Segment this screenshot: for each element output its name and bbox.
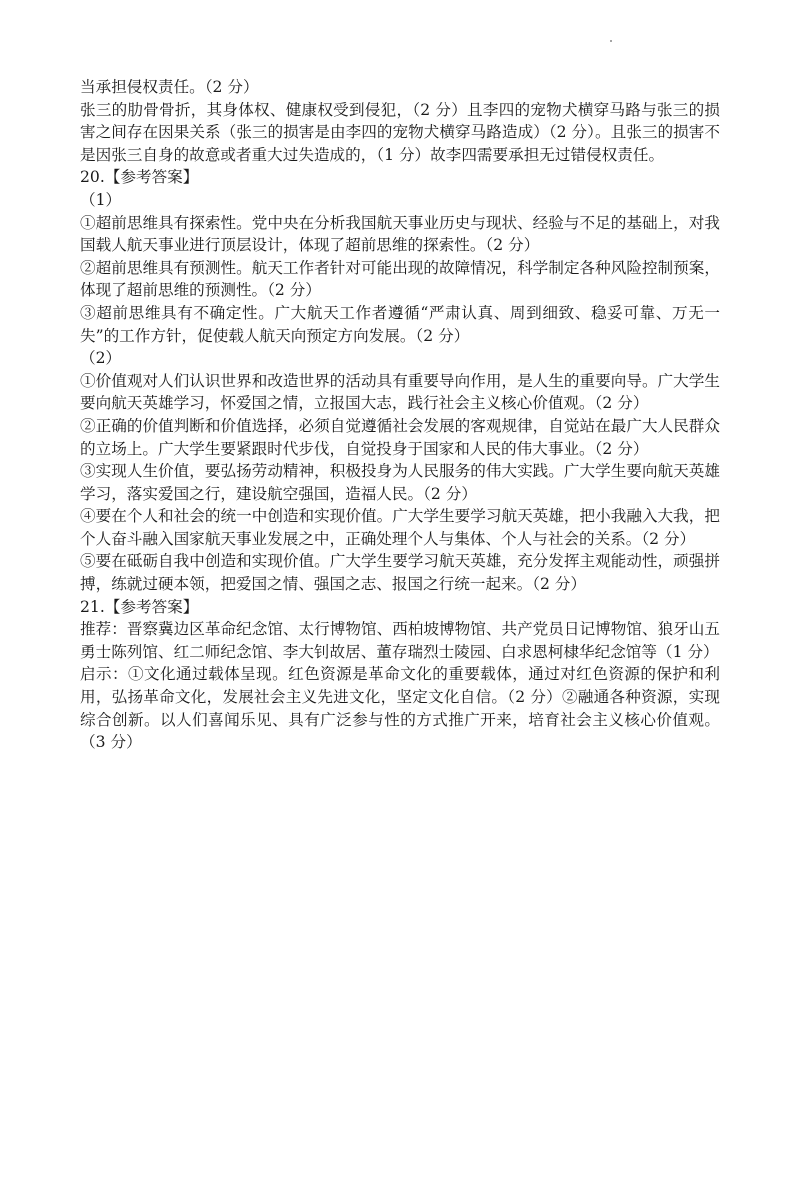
q20-part2-item-5: ⑤要在砥砺自我中创造和实现价值。广大学生要学习航天英雄，充分发挥主观能动性，顽强拼搏，练就过硬本领，把爱国之情、强国之志、报国之行统一起来。（2 分） (80, 552, 720, 594)
q20-part2-item-4: ④要在个人和社会的统一中创造和实现价值。广大学生要学习航天英雄，把小我融入大我，把个人奋斗融入国家航天事业发展之中，正确处理个人与集体、个人与社会的关系。（2 分） (80, 507, 720, 548)
page-speck (610, 40, 612, 42)
q20-part1-item-2: ②超前思维具有预测性。航天工作者针对可能出现的故障情况，科学制定各种风险控制预案，体现了超前思维的预测性。（2 分） (80, 258, 720, 300)
q21-heading: 21.【参考答案】 (80, 597, 199, 616)
q20-part1-item-3: ③超前思维具有不确定性。广大航天工作者遵循“严肃认真、周到细致、稳妥可靠、万无一失”的工作方针，促使载人航天向预定方向发展。（2 分） (80, 303, 720, 345)
q20-part1-item-1: ①超前思维具有探索性。党中央在分析我国航天事业历史与现状、经验与不足的基础上，对我国载人航天事业进行顶层设计，体现了超前思维的探索性。（2 分） (80, 213, 720, 255)
prev-answer-paragraph: 张三的肋骨骨折，其身体权、健康权受到侵犯，（2 分）且李四的宠物犬横穿马路与张三的损害之间存在因果关系（张三的损害是由李四的宠物犬横穿马路造成）（2 分）。且张三的损害不是因张三自身的故意或者重大过失造成的，（1 分）故李四需要承担无过错侵权责任。 (80, 100, 720, 164)
q20-part2-item-2: ②正确的价值判断和价值选择，必须自觉遵循社会发展的客观规律，自觉站在最广大人民群众的立场上。广大学生要紧跟时代步伐，自觉投身于国家和人民的伟大事业。（2 分） (80, 416, 720, 458)
q21-insight: 启示：①文化通过载体呈现。红色资源是革命文化的重要载体，通过对红色资源的保护和利用，弘扬革命文化，发展社会主义先进文化，坚定文化自信。（2 分）②融通各种资源，实现综合创新。以人们喜闻乐见、具有广泛参与性的方式推广开来，培育社会主义核心价值观。（3 分） (80, 665, 720, 752)
prev-answer-line-1: 当承担侵权责任。（2 分） (80, 78, 259, 96)
q20-part2-label: （2） (80, 349, 122, 368)
q20-heading: 20.【参考答案】 (80, 168, 199, 187)
q20-part1-label: （1） (80, 190, 122, 209)
answer-document (80, 76, 720, 754)
q20-part2-item-1: ①价值观对人们认识世界和改造世界的活动具有重要导向作用，是人生的重要向导。广大学生要向航天英雄学习，怀爱国之情，立报国大志，践行社会主义核心价值观。（2 分） (80, 371, 720, 413)
q20-part2-item-3: ③实现人生价值，要弘扬劳动精神，积极投身为人民服务的伟大实践。广大学生要向航天英雄学习，落实爱国之行，建设航空强国，造福人民。（2 分） (80, 462, 720, 503)
q21-recommend: 推荐：晋察冀边区革命纪念馆、太行博物馆、西柏坡博物馆、共产党员日记博物馆、狼牙山五勇士陈列馆、红二师纪念馆、李大钊故居、董存瑞烈士陵园、白求恩柯棣华纪念馆等（1 分） (80, 620, 720, 661)
